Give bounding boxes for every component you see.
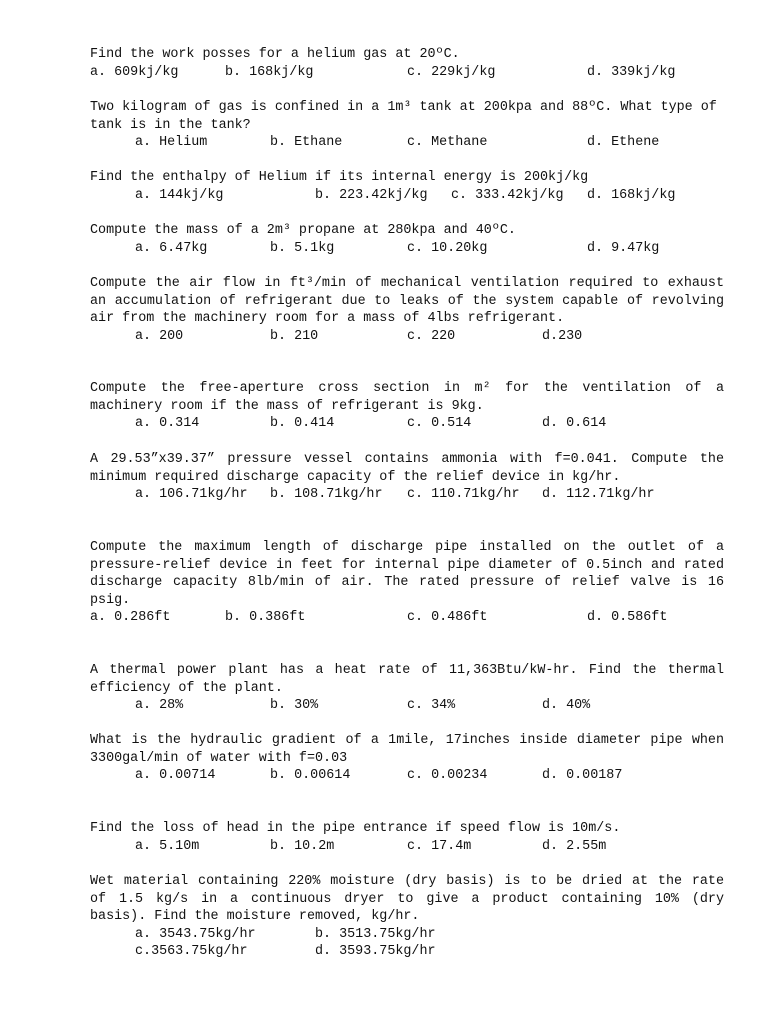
option-c: c. 17.4m <box>407 838 472 854</box>
answer-options <box>90 64 724 82</box>
question-text: Compute the air flow in ft³/min of mechanical ventilation required to exhaust an accumulation of refrigerant due to leaks of the system capable of revolving air from the machinery room for a mass of 4lbs refrigerant. <box>90 276 724 327</box>
question-6 <box>90 380 724 433</box>
option-b: b. 0.386ft <box>225 610 306 626</box>
question-3 <box>90 169 724 204</box>
option-d: d. 339kj/kg <box>587 64 676 80</box>
option-c: c. 110.71kg/hr <box>407 487 520 503</box>
option-d: d.230 <box>542 328 583 344</box>
option-c: c. 10.20kg <box>407 240 488 256</box>
question-7 <box>90 451 724 504</box>
option-b: b. 168kj/kg <box>225 64 314 80</box>
question-5 <box>90 275 724 345</box>
option-b: b. Ethane <box>270 135 343 151</box>
option-b: b. 30% <box>270 698 319 714</box>
question-11 <box>90 820 724 855</box>
question-text: A thermal power plant has a heat rate of 11,363Btu/kW-hr. Find the thermal efficiency of the plant. <box>90 663 724 696</box>
question-12 <box>90 873 724 961</box>
question-2 <box>90 99 724 152</box>
question-text: Compute the maximum length of discharge pipe installed on the outlet of a pressure-relief device in feet for internal pipe diameter of 0.5inch and rated discharge capacity 8lb/min of air. The rated pressure of relief valve is 16 psig. <box>90 540 724 608</box>
question-text: Wet material containing 220% moisture (dry basis) is to be dried at the rate of 1.5 kg/s in a continuous dryer to give a product containing 10% (dry basis). Find the moisture removed, kg/hr. <box>90 874 724 925</box>
option-a: a. 144kj/kg <box>135 187 224 203</box>
option-c: c. 229kj/kg <box>407 64 496 80</box>
option-d: d. 3593.75kg/hr <box>315 944 436 960</box>
question-text: Compute the free-aperture cross section in m² for the ventilation of a machinery room if the mass of refrigerant is 9kg. <box>90 381 724 414</box>
answer-options <box>90 926 724 961</box>
option-c: c. Methane <box>407 135 488 151</box>
option-d: d. 0.00187 <box>542 768 623 784</box>
option-a: a. 28% <box>135 698 184 714</box>
option-d: d. 40% <box>542 698 591 714</box>
option-c: c.3563.75kg/hr <box>135 944 248 960</box>
option-a: a. Helium <box>135 135 208 151</box>
option-c: c. 0.514 <box>407 416 472 432</box>
question-text: Two kilogram of gas is confined in a 1m³ tank at 200kpa and 88ºC. What type of tank is in the tank? <box>90 100 725 133</box>
option-a: a. 106.71kg/hr <box>135 487 248 503</box>
option-b: b. 0.414 <box>270 416 335 432</box>
option-d: d. 112.71kg/hr <box>542 487 655 503</box>
option-c: c. 220 <box>407 328 456 344</box>
question-4 <box>90 222 724 257</box>
option-c: c. 0.00234 <box>407 768 488 784</box>
answer-options <box>90 328 724 346</box>
question-text: What is the hydraulic gradient of a 1mile, 17inches inside diameter pipe when 3300gal/min of water with f=0.03 <box>90 733 724 766</box>
question-1 <box>90 46 724 81</box>
option-c: c. 0.486ft <box>407 610 488 626</box>
option-c: c. 34% <box>407 698 456 714</box>
option-a: a. 0.00714 <box>135 768 216 784</box>
answer-options <box>90 134 724 152</box>
answer-options <box>90 767 724 785</box>
option-d: d. 0.586ft <box>587 610 668 626</box>
option-a: a. 0.314 <box>135 416 200 432</box>
question-8 <box>90 539 724 627</box>
option-b: b. 108.71kg/hr <box>270 487 383 503</box>
option-b: b. 3513.75kg/hr <box>315 926 436 942</box>
answer-options <box>90 486 724 504</box>
option-a: a. 6.47kg <box>135 240 208 256</box>
question-text: A 29.53”x39.37” pressure vessel contains ammonia with f=0.041. Compute the minimum required discharge capacity of the relief device in kg/hr. <box>90 452 724 485</box>
answer-options <box>90 240 724 258</box>
question-text: Find the enthalpy of Helium if its internal energy is 200kj/kg <box>90 170 589 185</box>
answer-options <box>90 415 724 433</box>
question-text: Find the loss of head in the pipe entrance if speed flow is 10m/s. <box>90 821 621 836</box>
option-b: b. 0.00614 <box>270 768 351 784</box>
option-a: a. 3543.75kg/hr <box>135 926 256 942</box>
option-c: c. 333.42kj/kg <box>451 187 564 203</box>
answer-options <box>90 187 724 205</box>
option-a: a. 5.10m <box>135 838 200 854</box>
option-a: a. 0.286ft <box>90 610 171 626</box>
option-d: d. 0.614 <box>542 416 607 432</box>
option-d: d. 9.47kg <box>587 240 660 256</box>
option-d: d. 2.55m <box>542 838 607 854</box>
question-9 <box>90 662 724 715</box>
option-b: b. 5.1kg <box>270 240 335 256</box>
answer-options <box>90 838 724 856</box>
question-10 <box>90 732 724 785</box>
option-a: a. 609kj/kg <box>90 64 179 80</box>
option-d: d. Ethene <box>587 135 660 151</box>
option-b: b. 223.42kj/kg <box>315 187 428 203</box>
answer-options <box>90 609 724 627</box>
option-d: d. 168kj/kg <box>587 187 676 203</box>
question-text: Compute the mass of a 2m³ propane at 280kpa and 40ºC. <box>90 223 516 238</box>
option-b: b. 210 <box>270 328 319 344</box>
option-b: b. 10.2m <box>270 838 335 854</box>
answer-options <box>90 697 724 715</box>
question-text: Find the work posses for a helium gas at 20ºC. <box>90 47 460 62</box>
option-a: a. 200 <box>135 328 184 344</box>
